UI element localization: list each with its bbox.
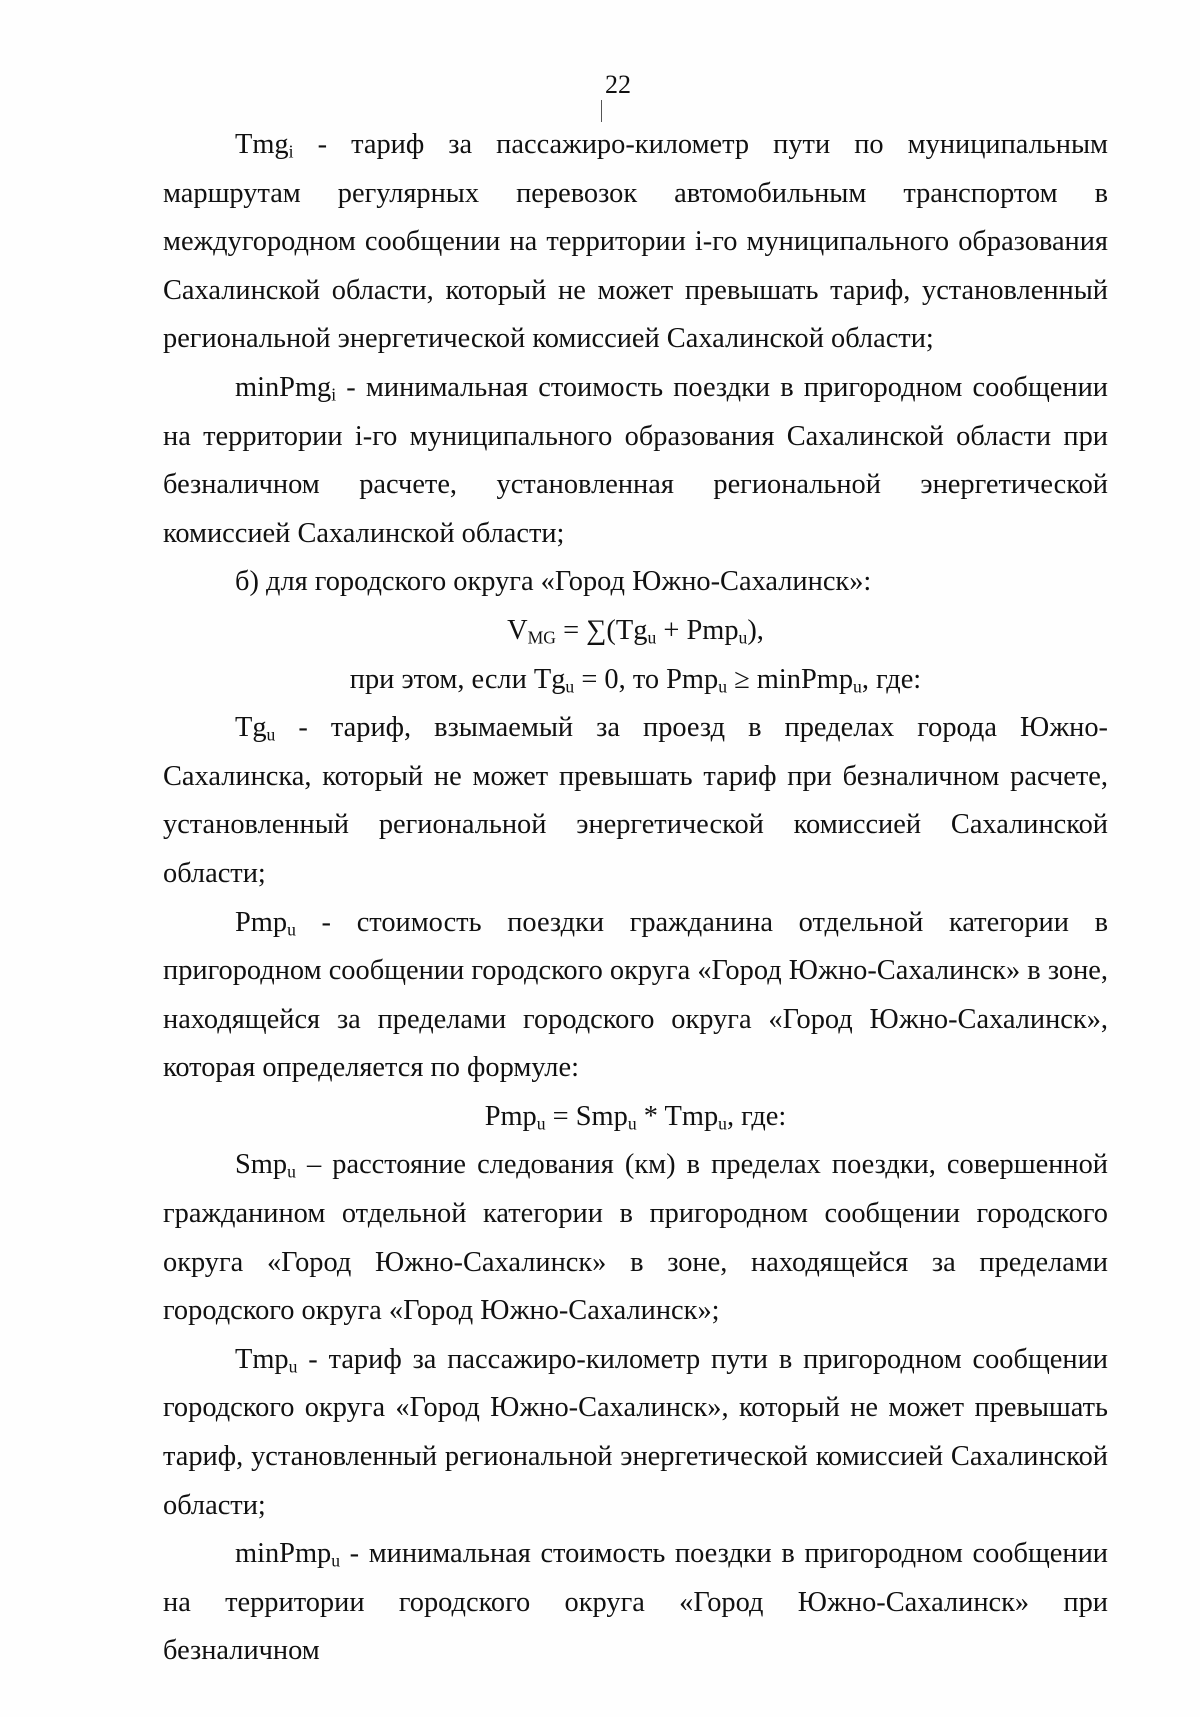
symbol: Tg <box>235 712 267 744</box>
formula-vmg <box>163 607 1108 656</box>
symbol-subscript: i <box>288 141 294 162</box>
formula-subscript: u <box>738 627 748 648</box>
paragraph-tmg-definition <box>163 121 1108 364</box>
paragraph-text: - минимальная стоимость поездки в пригородном сообщении на территории i-го муниципального образования Сахалинской области при безналичном расчете, установленная региональной энергетической комиссией Сахалинской области; <box>163 371 1108 549</box>
formula-subscript: u <box>718 1113 727 1134</box>
scan-artifact <box>601 100 602 122</box>
paragraph-pmpu-definition <box>163 899 1108 1093</box>
formula-part: , где: <box>726 1100 787 1132</box>
document-body <box>163 121 1108 1676</box>
formula-subscript: u <box>647 627 657 648</box>
paragraph-tgu-definition <box>163 704 1108 898</box>
symbol: minPmp <box>235 1538 332 1570</box>
formula-part: = ∑(Tg <box>555 614 648 646</box>
formula-part: = Smp <box>545 1100 628 1132</box>
formula-part: = 0, то Pmp <box>574 663 719 695</box>
paragraph-tmpu-definition <box>163 1336 1108 1530</box>
symbol: Smp <box>235 1149 288 1181</box>
paragraph-text: – расстояние следования (км) в пределах поездки, совершенной гражданином отдельной категории в пригородном сообщении городского округа «Город Южно-Сахалинск» в зоне, находящейся за пределами городского округа «Город Южно-Сахалинск»; <box>163 1149 1108 1327</box>
symbol-subscript: u <box>288 1356 298 1377</box>
formula-part: V <box>507 614 528 646</box>
formula-subscript: u <box>536 1113 546 1134</box>
formula-part: при этом, если Tg <box>349 663 566 695</box>
formula-part: ≥ minPmp <box>727 663 854 695</box>
paragraph-smpu-definition <box>163 1141 1108 1335</box>
formula-pmp <box>163 1093 1108 1142</box>
symbol-subscript: u <box>266 724 276 745</box>
symbol-subscript: u <box>287 1161 296 1182</box>
symbol: Tmp <box>235 1343 289 1375</box>
page-number: 22 <box>605 70 631 99</box>
paragraph-minpmg-definition <box>163 364 1108 558</box>
paragraph-minpmpu-definition <box>163 1530 1108 1676</box>
symbol-subscript: i <box>331 384 337 405</box>
formula-part: + Pmp <box>656 614 739 646</box>
symbol: minPmg <box>235 371 332 403</box>
paragraph-text: б) для городского округа «Город Южно-Сахалинск»: <box>235 566 872 598</box>
formula-part: Pmp <box>484 1100 537 1132</box>
paragraph-text: - минимальная стоимость поездки в пригородном сообщении на территории городского округа «Город Южно-Сахалинск» при безналичном <box>163 1538 1108 1667</box>
formula-part: * Tmp <box>636 1100 719 1132</box>
symbol: Pmp <box>235 906 288 938</box>
symbol: Tmg <box>235 129 289 160</box>
formula-subscript: MG <box>527 627 556 648</box>
formula-part: , где: <box>861 663 922 695</box>
paragraph-text: - тариф, взымаемый за проезд в пределах города Южно-Сахалинска, который не может превышать тариф при безналичном расчете, установленный региональной энергетической комиссией Сахалинской области; <box>163 712 1108 889</box>
paragraph-text: - тариф за пассажиро-километр пути в пригородном сообщении городского округа «Город Южно-Сахалинск», который не может превышать тариф, установленный региональной энергетической комиссией Сахалинской области; <box>163 1343 1108 1521</box>
formula-subscript: u <box>627 1113 637 1134</box>
formula-condition <box>163 656 1108 705</box>
formula-subscript: u <box>718 675 728 696</box>
paragraph-text: - стоимость поездки гражданина отдельной категории в пригородном сообщении городского округа «Город Южно-Сахалинск» в зоне, находящейся за пределами городского округа «Город Южно-Сахалинск», которая определяется по формуле: <box>163 906 1108 1084</box>
symbol-subscript: u <box>331 1550 341 1571</box>
symbol-subscript: u <box>287 918 296 939</box>
paragraph-item-b <box>163 558 1108 607</box>
formula-part: ), <box>747 614 764 646</box>
formula-subscript: u <box>853 675 862 696</box>
paragraph-text: - тариф за пассажиро-километр пути по муниципальным маршрутам регулярных перевозок автомобильным транспортом в междугородном сообщении на территории i-го муниципального образования Сахалинской области, который не может превышать тариф, установленный региональной энергетической комиссией Сахалинской области; <box>163 129 1108 355</box>
formula-subscript: u <box>565 675 575 696</box>
